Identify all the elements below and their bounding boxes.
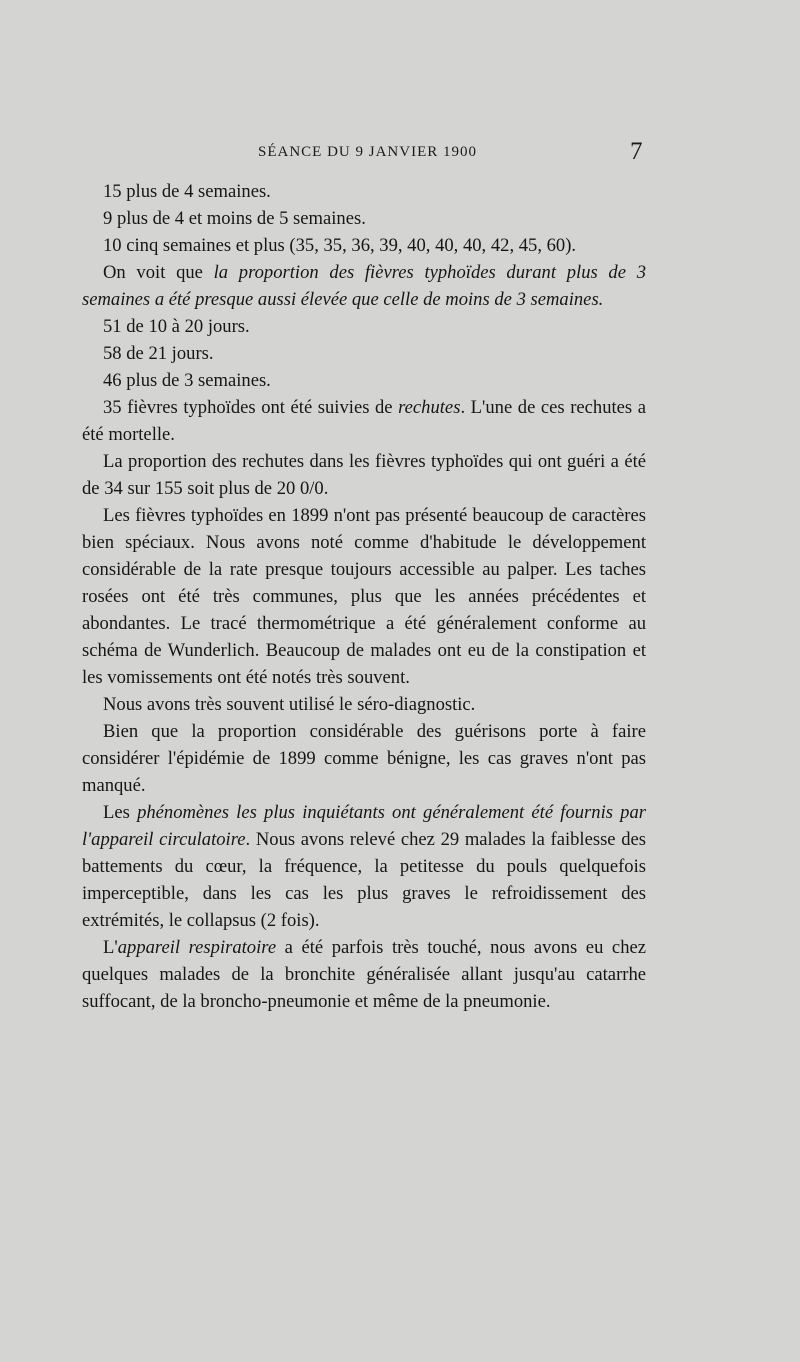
paragraph: 10 cinq semaines et plus (35, 35, 36, 39, 40, 40, 40, 42, 45, 60). <box>103 235 577 256</box>
paragraph-text: 35 fièvres typhoïdes ont été suivies de <box>103 397 399 418</box>
emphasis: la proportion des fièvres typhoïdes durant plus de 3 semaines a été presque aussi élevée que celle de moins de 3 semaines. <box>82 262 646 310</box>
paragraph <box>82 799 646 934</box>
paragraph-text: . Nous avons relevé chez 29 malades la faiblesse des battements du cœur, la fréquence, la petitesse du pouls quelquefois imperceptible, dans les cas les plus graves le refroidissement des extrémités, le collapsus (2 fois). <box>82 829 647 931</box>
paragraph: 46 plus de 3 semaines. <box>103 370 271 391</box>
running-header: SÉANCE DU 9 JANVIER 1900 <box>258 144 477 160</box>
paragraph: 15 plus de 4 semaines. <box>103 181 271 202</box>
paragraph: 9 plus de 4 et moins de 5 semaines. <box>103 208 366 229</box>
paragraph: Nous avons très souvent utilisé le séro-diagnostic. <box>103 694 476 715</box>
paragraph: Les fièvres typhoïdes en 1899 n'ont pas présenté beaucoup de caractères bien spéciaux. Nous avons noté comme d'habitude le développement considérable de la rate presque toujours accessible au palper. Les taches rosées ont été très communes, plus que les années précédentes et abondantes. Le tracé thermométrique a été généralement conforme au schéma de Wunderlich. Beaucoup de malades ont eu de la constipation et les vomissements ont été notés très souvent. <box>82 505 646 688</box>
paragraph: La proportion des rechutes dans les fièvres typhoïdes qui ont guéri a été de 34 sur 155 soit plus de 20 0/0. <box>82 451 646 499</box>
paragraph: 58 de 21 jours. <box>103 343 214 364</box>
paragraph-text: On voit que <box>103 262 214 283</box>
page-number: 7 <box>630 138 643 165</box>
paragraph <box>82 934 646 1015</box>
emphasis: appareil respiratoire <box>117 937 277 958</box>
paragraph-text: a été parfois très touché, nous avons eu chez quelques malades de la bronchite généralisée allant jusqu'au catarrhe suffocant, de la broncho-pneumonie et même de la pneumonie. <box>82 937 646 1012</box>
paragraph <box>82 394 646 448</box>
body-text <box>82 178 646 1015</box>
emphasis: phénomènes les plus inquiétants ont généralement été fournis par l'appareil circulatoire <box>82 802 647 850</box>
paragraph: 51 de 10 à 20 jours. <box>103 316 250 337</box>
paragraph-text: . L'une de ces rechutes a été mortelle. <box>82 397 646 445</box>
paragraph-text: L' <box>103 937 118 958</box>
paragraph: Bien que la proportion considérable des guérisons porte à faire considérer l'épidémie de 1899 comme bénigne, les cas graves n'ont pas manqué. <box>82 721 646 796</box>
emphasis: rechutes <box>398 397 461 418</box>
paragraph <box>82 259 646 313</box>
paragraph-text: Les <box>103 802 138 823</box>
